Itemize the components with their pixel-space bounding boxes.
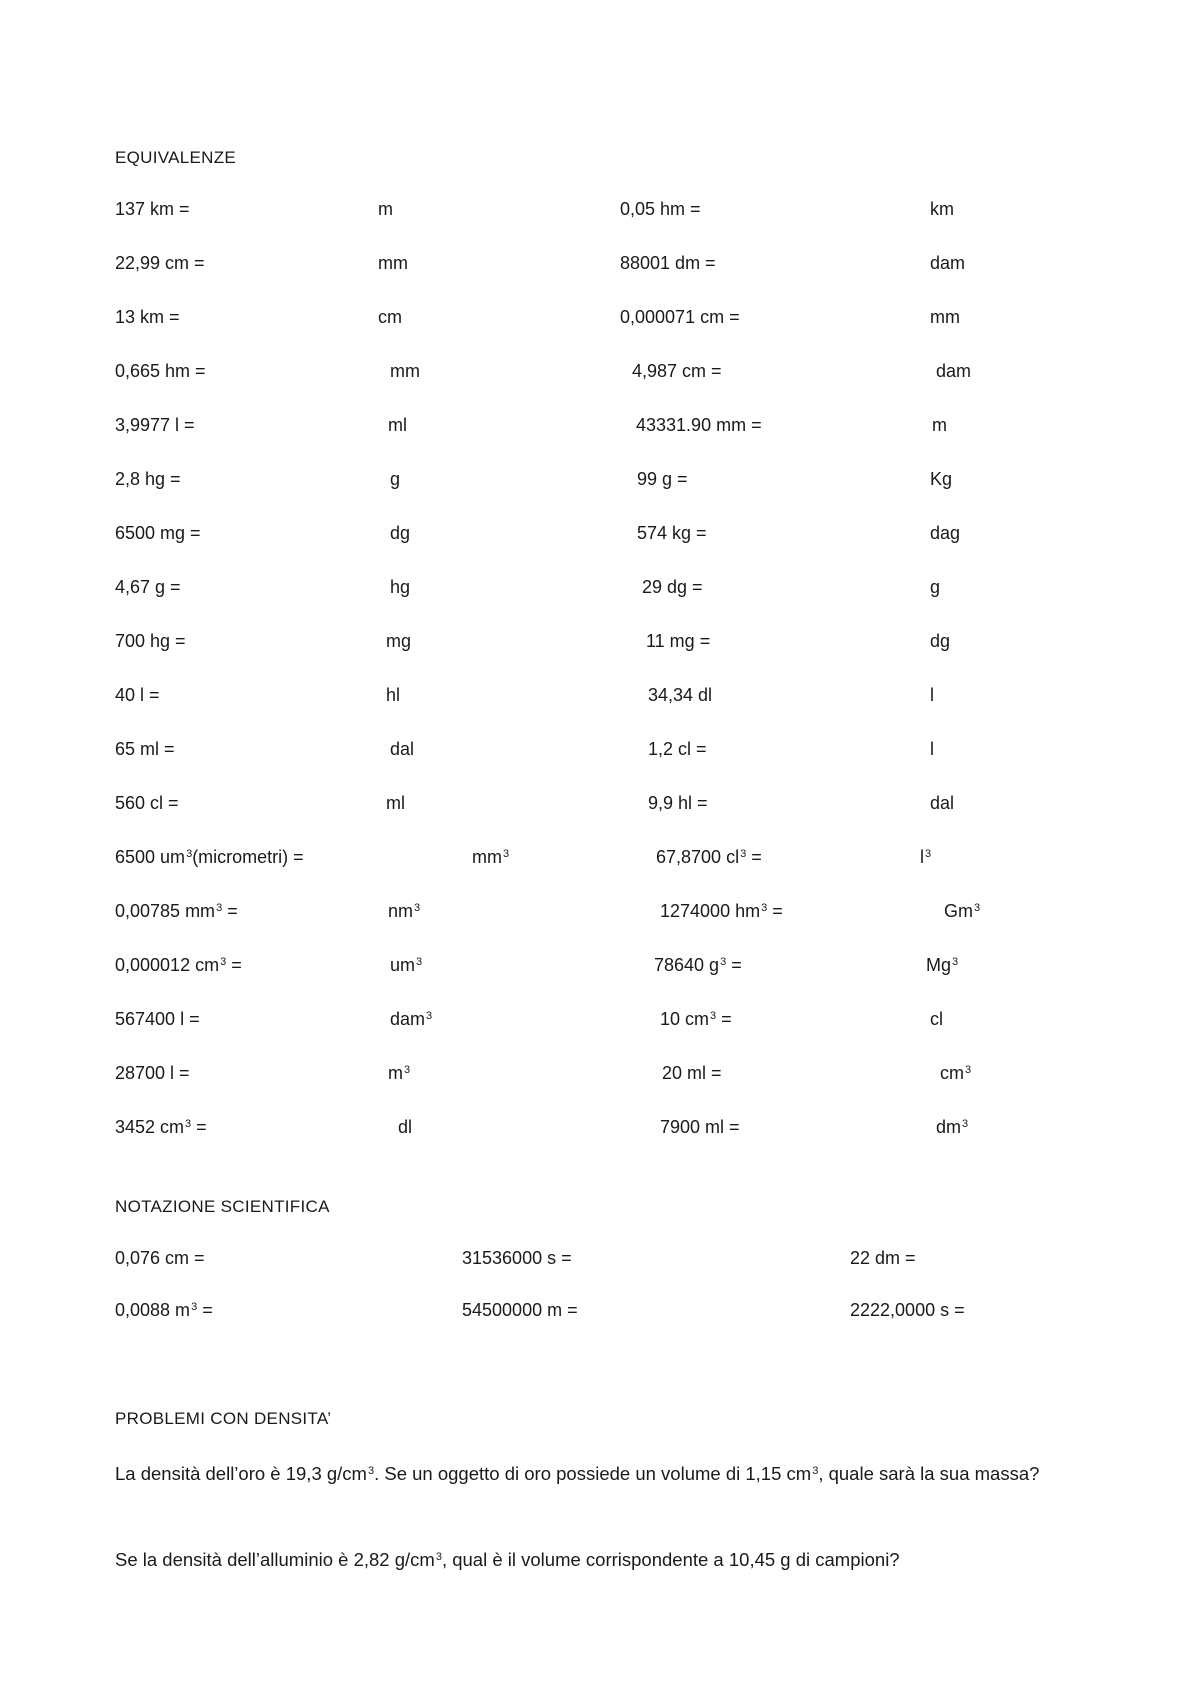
equiv-quantity-left — [115, 414, 195, 436]
equiv-quantity-left-text: 28700 l = — [115, 1063, 190, 1083]
equiv-quantity-left — [115, 306, 180, 328]
equiv-unit-left-text: dal — [390, 739, 415, 759]
equiv-unit-right — [926, 954, 958, 976]
equiv-unit-left — [390, 522, 410, 544]
equiv-unit-right-text: cl — [930, 1009, 943, 1029]
equiv-quantity-left — [115, 684, 160, 706]
equiv-unit-right-text: l — [920, 847, 924, 867]
equiv-quantity-right-suffix: = — [746, 847, 762, 867]
equiv-quantity-left-suffix: = — [222, 901, 238, 921]
equiv-unit-left — [378, 198, 393, 220]
equiv-unit-right-text: Mg — [926, 955, 952, 975]
equiv-quantity-left — [115, 900, 238, 922]
problem-1-text-a: La densità dell’oro è 19,3 g/cm — [115, 1463, 367, 1484]
equiv-unit-right — [930, 522, 960, 544]
equiv-unit-right-text: Kg — [930, 469, 953, 489]
equiv-quantity-right-text: 99 g = — [637, 469, 688, 489]
equiv-quantity-right-text: 11 mg = — [646, 631, 711, 651]
equiv-quantity-left-superscript: 3 — [220, 956, 227, 968]
equiv-quantity-left — [115, 846, 304, 868]
equiv-quantity-right-text: 78640 g — [654, 955, 720, 975]
equiv-quantity-right — [654, 954, 742, 976]
equiv-unit-right-superscript: 3 — [952, 956, 959, 968]
equiv-unit-left-text: mm — [390, 361, 420, 381]
equiv-quantity-left — [115, 576, 181, 598]
equiv-quantity-left — [115, 1008, 200, 1030]
equiv-quantity-right-text: 1274000 hm — [660, 901, 761, 921]
equiv-unit-left — [398, 1116, 412, 1138]
equiv-unit-right-text: cm — [940, 1063, 964, 1083]
notazione-item-3-text: 2222,0000 s = — [850, 1300, 965, 1320]
notazione-item-3 — [850, 1299, 965, 1321]
equiv-unit-right — [930, 684, 934, 706]
equiv-unit-left — [390, 738, 414, 760]
notazione-item-2-text: 31536000 s = — [462, 1248, 572, 1268]
equiv-unit-left-text: mg — [386, 631, 412, 651]
equiv-unit-right-text: dg — [930, 631, 951, 651]
equiv-quantity-left-text: 6500 mg = — [115, 523, 201, 543]
equiv-quantity-right-text: 29 dg = — [642, 577, 703, 597]
equiv-quantity-right — [648, 738, 707, 760]
equiv-quantity-right-text: 20 ml = — [662, 1063, 722, 1083]
equiv-quantity-right — [660, 1008, 732, 1030]
equiv-quantity-left-text: 560 cl = — [115, 793, 179, 813]
equiv-unit-right-superscript: 3 — [974, 902, 981, 914]
equiv-quantity-left-text: 13 km = — [115, 307, 180, 327]
equiv-quantity-right-text: 0,05 hm = — [620, 199, 701, 219]
equiv-unit-left-text: nm — [388, 901, 414, 921]
equiv-quantity-left-superscript: 3 — [185, 1118, 192, 1130]
equiv-quantity-right — [646, 630, 710, 652]
equiv-quantity-right-text: 88001 dm = — [620, 253, 716, 273]
equiv-unit-left — [378, 306, 402, 328]
equiv-quantity-right-text: 9,9 hl = — [648, 793, 708, 813]
problem-2-sup: 3 — [435, 1551, 442, 1563]
equiv-quantity-right-text: 10 cm — [660, 1009, 710, 1029]
problem-1-text-b: . Se un oggetto di oro possiede un volume di 1,15 cm — [374, 1463, 812, 1484]
equiv-unit-left-text: hl — [386, 685, 401, 705]
problem-1-text-c: , quale sarà la sua massa? — [818, 1463, 1040, 1484]
notazione-item-1 — [115, 1247, 205, 1269]
equiv-unit-left — [388, 900, 420, 922]
equiv-unit-left-text: dam — [390, 1009, 426, 1029]
equiv-quantity-left-text: 0,00785 mm — [115, 901, 216, 921]
equiv-quantity-left — [115, 1116, 207, 1138]
equiv-unit-left-superscript: 3 — [414, 902, 421, 914]
problem-2 — [115, 1545, 1075, 1575]
equiv-unit-right — [944, 900, 980, 922]
equiv-unit-right — [936, 360, 971, 382]
notazione-item-1-text: 0,076 cm = — [115, 1248, 205, 1268]
equiv-quantity-left — [115, 630, 186, 652]
equiv-unit-right-superscript: 3 — [925, 848, 932, 860]
equiv-unit-right-text: m — [932, 415, 947, 435]
equiv-unit-right-text: l — [930, 685, 934, 705]
equiv-unit-left — [388, 1062, 410, 1084]
equiv-unit-left — [472, 846, 509, 868]
equiv-quantity-left-suffix: = — [191, 1117, 207, 1137]
equiv-quantity-right-text: 574 kg = — [637, 523, 707, 543]
equiv-quantity-right — [656, 846, 762, 868]
equiv-unit-right — [930, 630, 950, 652]
equiv-unit-left — [386, 684, 400, 706]
equiv-quantity-right-superscript: 3 — [710, 1010, 717, 1022]
equiv-quantity-left-suffix: (micrometri) = — [192, 847, 304, 867]
equiv-unit-right-text: g — [930, 577, 941, 597]
equiv-unit-left-text: hg — [390, 577, 411, 597]
equiv-unit-left-text: m — [378, 199, 393, 219]
equiv-quantity-right — [648, 684, 712, 706]
notazione-item-1 — [115, 1299, 213, 1321]
equiv-quantity-left-suffix: = — [226, 955, 242, 975]
equiv-unit-left-text: dl — [398, 1117, 413, 1137]
equiv-quantity-left-text: 22,99 cm = — [115, 253, 205, 273]
equiv-unit-left-superscript: 3 — [416, 956, 423, 968]
equiv-quantity-left — [115, 738, 175, 760]
equiv-unit-left — [390, 360, 420, 382]
equiv-quantity-right — [620, 306, 740, 328]
equiv-quantity-right-text: 34,34 dl — [648, 685, 713, 705]
equiv-quantity-right — [637, 468, 688, 490]
equiv-quantity-right — [660, 1116, 740, 1138]
notazione-item-2 — [462, 1299, 578, 1321]
equiv-unit-left — [386, 630, 411, 652]
equiv-quantity-left-text: 2,8 hg = — [115, 469, 181, 489]
notazione-item-3 — [850, 1247, 916, 1269]
equiv-unit-right — [936, 1116, 968, 1138]
equiv-unit-left-text: mm — [472, 847, 502, 867]
equiv-unit-left — [390, 954, 422, 976]
equiv-quantity-left-text: 40 l = — [115, 685, 160, 705]
equiv-quantity-right-text: 4,987 cm = — [632, 361, 722, 381]
equiv-unit-right-superscript: 3 — [965, 1064, 972, 1076]
equiv-unit-right-text: dm — [936, 1117, 962, 1137]
equiv-quantity-left-text: 0,665 hm = — [115, 361, 206, 381]
equiv-quantity-right-text: 1,2 cl = — [648, 739, 707, 759]
equiv-quantity-right — [660, 900, 783, 922]
equiv-quantity-right-text: 7900 ml = — [660, 1117, 740, 1137]
equiv-unit-left-text: um — [390, 955, 416, 975]
equiv-unit-right-text: mm — [930, 307, 960, 327]
equiv-quantity-right — [662, 1062, 722, 1084]
equiv-quantity-left — [115, 198, 190, 220]
notazione-item-1-superscript: 3 — [191, 1301, 198, 1313]
equiv-quantity-right — [620, 252, 716, 274]
equiv-unit-right — [930, 468, 952, 490]
equiv-unit-left — [390, 576, 410, 598]
equiv-quantity-left — [115, 360, 206, 382]
equiv-unit-right — [930, 576, 940, 598]
equiv-unit-right — [930, 1008, 943, 1030]
equiv-unit-left-text: ml — [386, 793, 405, 813]
equiv-unit-left — [386, 792, 405, 814]
equiv-unit-left-text: dg — [390, 523, 411, 543]
section-title-problemi: PROBLEMI CON DENSITA’ — [115, 1409, 332, 1428]
equiv-unit-right — [930, 198, 954, 220]
equiv-unit-right — [930, 252, 965, 274]
equiv-quantity-left — [115, 1062, 190, 1084]
equiv-quantity-left-text: 6500 um — [115, 847, 186, 867]
equiv-quantity-left-text: 3,9977 l = — [115, 415, 195, 435]
equiv-unit-left — [378, 252, 408, 274]
section-title-equivalenze: EQUIVALENZE — [115, 148, 237, 167]
equiv-quantity-right — [648, 792, 708, 814]
equiv-unit-right — [932, 414, 947, 436]
equiv-quantity-left-superscript: 3 — [186, 848, 193, 860]
equiv-unit-left-text: g — [390, 469, 401, 489]
equiv-quantity-right-text: 0,000071 cm = — [620, 307, 740, 327]
equiv-quantity-right-suffix: = — [767, 901, 783, 921]
equiv-unit-left-text: ml — [388, 415, 407, 435]
equiv-unit-right — [930, 738, 934, 760]
equiv-quantity-left — [115, 252, 205, 274]
equiv-quantity-right-superscript: 3 — [720, 956, 727, 968]
equiv-unit-left-superscript: 3 — [426, 1010, 433, 1022]
equiv-quantity-right-suffix: = — [716, 1009, 732, 1029]
equiv-unit-left-superscript: 3 — [404, 1064, 411, 1076]
equiv-unit-left-text: m — [388, 1063, 403, 1083]
equiv-quantity-right — [632, 360, 722, 382]
problem-1-sup-2: 3 — [812, 1465, 819, 1477]
equiv-unit-right — [930, 792, 954, 814]
equiv-unit-right-text: dam — [936, 361, 972, 381]
equiv-unit-right-text: dal — [930, 793, 955, 813]
equiv-quantity-right-superscript: 3 — [761, 902, 768, 914]
equiv-quantity-left-text: 700 hg = — [115, 631, 186, 651]
equiv-unit-left-superscript: 3 — [503, 848, 510, 860]
notazione-item-1-suffix: = — [197, 1300, 213, 1320]
equiv-quantity-left-text: 65 ml = — [115, 739, 175, 759]
equiv-quantity-right-superscript: 3 — [740, 848, 747, 860]
equiv-unit-right — [920, 846, 931, 868]
equiv-quantity-left-text: 4,67 g = — [115, 577, 181, 597]
equiv-unit-left — [390, 1008, 432, 1030]
equiv-quantity-right — [637, 522, 707, 544]
equiv-unit-left-text: cm — [378, 307, 402, 327]
equiv-unit-right-superscript: 3 — [962, 1118, 969, 1130]
equiv-quantity-right — [620, 198, 701, 220]
equiv-unit-left — [390, 468, 400, 490]
equiv-quantity-left — [115, 954, 242, 976]
notazione-item-2-text: 54500000 m = — [462, 1300, 578, 1320]
problem-1-sup-1: 3 — [367, 1465, 375, 1477]
equiv-quantity-right-suffix: = — [726, 955, 742, 975]
section-title-notazione: NOTAZIONE SCIENTIFICA — [115, 1197, 330, 1216]
notazione-item-3-text: 22 dm = — [850, 1248, 916, 1268]
notazione-item-2 — [462, 1247, 572, 1269]
equiv-quantity-left — [115, 522, 201, 544]
equiv-unit-left-text: mm — [378, 253, 408, 273]
problem-2-text-a: Se la densità dell’alluminio è 2,82 g/cm — [115, 1549, 435, 1570]
equiv-unit-right — [940, 1062, 971, 1084]
equiv-unit-right-text: dam — [930, 253, 966, 273]
equiv-quantity-left — [115, 468, 181, 490]
equiv-quantity-right — [636, 414, 762, 436]
equiv-unit-right — [930, 306, 960, 328]
notazione-item-1-text: 0,0088 m — [115, 1300, 191, 1320]
equiv-unit-left — [388, 414, 407, 436]
equiv-quantity-right-text: 67,8700 cl — [656, 847, 740, 867]
equiv-quantity-right-text: 43331.90 mm = — [636, 415, 762, 435]
equiv-unit-right-text: l — [930, 739, 934, 759]
equiv-quantity-left-superscript: 3 — [216, 902, 223, 914]
equiv-quantity-left-text: 0,000012 cm — [115, 955, 220, 975]
problem-1 — [115, 1459, 1075, 1489]
equiv-unit-right-text: Gm — [944, 901, 973, 921]
equiv-quantity-right — [642, 576, 703, 598]
equiv-unit-right-text: dag — [930, 523, 961, 543]
equiv-quantity-left-text: 567400 l = — [115, 1009, 200, 1029]
equiv-quantity-left-text: 137 km = — [115, 199, 190, 219]
equiv-quantity-left-text: 3452 cm — [115, 1117, 185, 1137]
equiv-quantity-left — [115, 792, 179, 814]
equiv-unit-right-text: km — [930, 199, 954, 219]
problem-2-text-b: , qual è il volume corrispondente a 10,45 g di campioni? — [441, 1549, 900, 1570]
